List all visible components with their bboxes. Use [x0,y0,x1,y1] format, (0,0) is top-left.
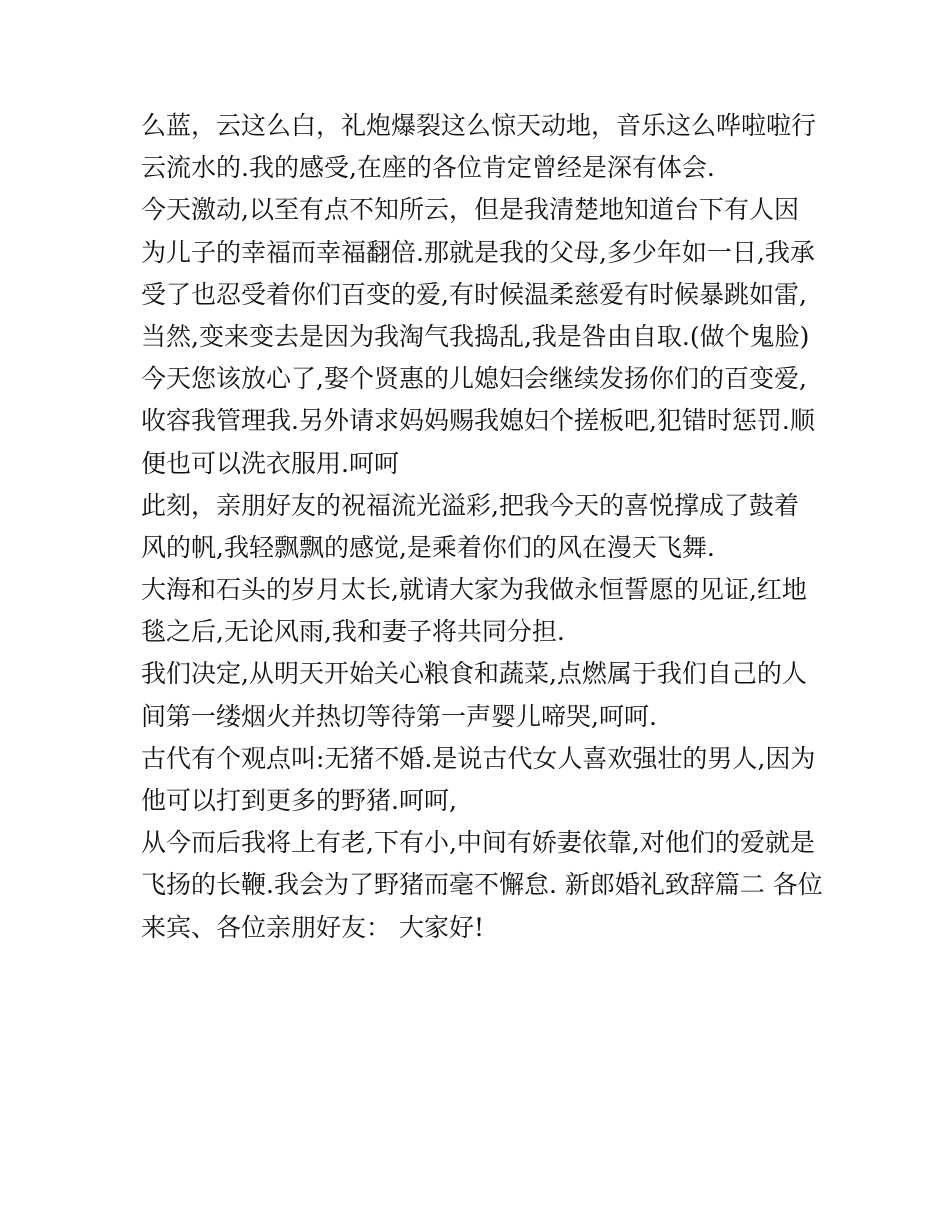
text-line: 他可以打到更多的野猪.呵呵, [141,786,457,815]
text-line: 为儿子的幸福而幸福翻倍.那就是我的父母,多少年如一日,我承 [141,237,815,267]
text-line: 从今而后我将上有老,下有小,中间有娇妻依靠,对他们的爱就是 [141,828,815,858]
document-text [141,105,821,949]
text-line: 今天您该放心了,娶个贤惠的儿媳妇会继续发扬你们的百变爱, [141,364,807,394]
text-line: 受了也忍受着你们百变的爱,有时候温柔慈爱有时候暴跳如雷, [141,279,807,309]
text-line: 古代有个观点叫:无猪不婚.是说古代女人喜欢强壮的男人,因为 [141,743,816,773]
text-line: 毯之后,无论风雨,我和妻子将共同分担. [141,617,565,647]
text-line: 来宾、各位亲朋好友： 大家好! [141,912,484,942]
text-line: 我们决定,从明天开始关心粮食和蔬菜,点燃属于我们自己的人 [141,659,807,689]
text-line: 此刻，亲朋好友的祝福流光溢彩,把我今天的喜悦撑成了鼓着 [141,490,799,520]
text-line: 间第一缕烟火并热切等待第一声婴儿啼哭,呵呵. [141,701,657,731]
text-line: 风的帆,我轻飘飘的感觉,是乘着你们的风在漫天飞舞. [141,532,715,562]
text-line: 飞扬的长鞭.我会为了野猪而毫不懈怠. 新郎婚礼致辞篇二 各位 [141,870,823,900]
text-line: 大海和石头的岁月太长,就请大家为我做永恒誓愿的见证,红地 [141,575,807,605]
text-line: 便也可以洗衣服用.呵呵 [141,448,399,478]
text-line: 云流水的.我的感受,在座的各位肯定曾经是深有体会. [141,153,715,183]
text-line: 收容我管理我.另外请求妈妈赐我媳妇个搓板吧,犯错时惩罚.顺 [141,406,815,436]
text-line: 当然,变来变去是因为我淘气我捣乱,我是咎由自取.(做个鬼脸) [141,321,810,351]
text-line: 么蓝，云这么白，礼炮爆裂这么惊天动地，音乐这么哗啦啦行 [141,111,817,140]
text-line: 今天激动,以至有点不知所云，但是我清楚地知道台下有人因 [141,195,799,225]
